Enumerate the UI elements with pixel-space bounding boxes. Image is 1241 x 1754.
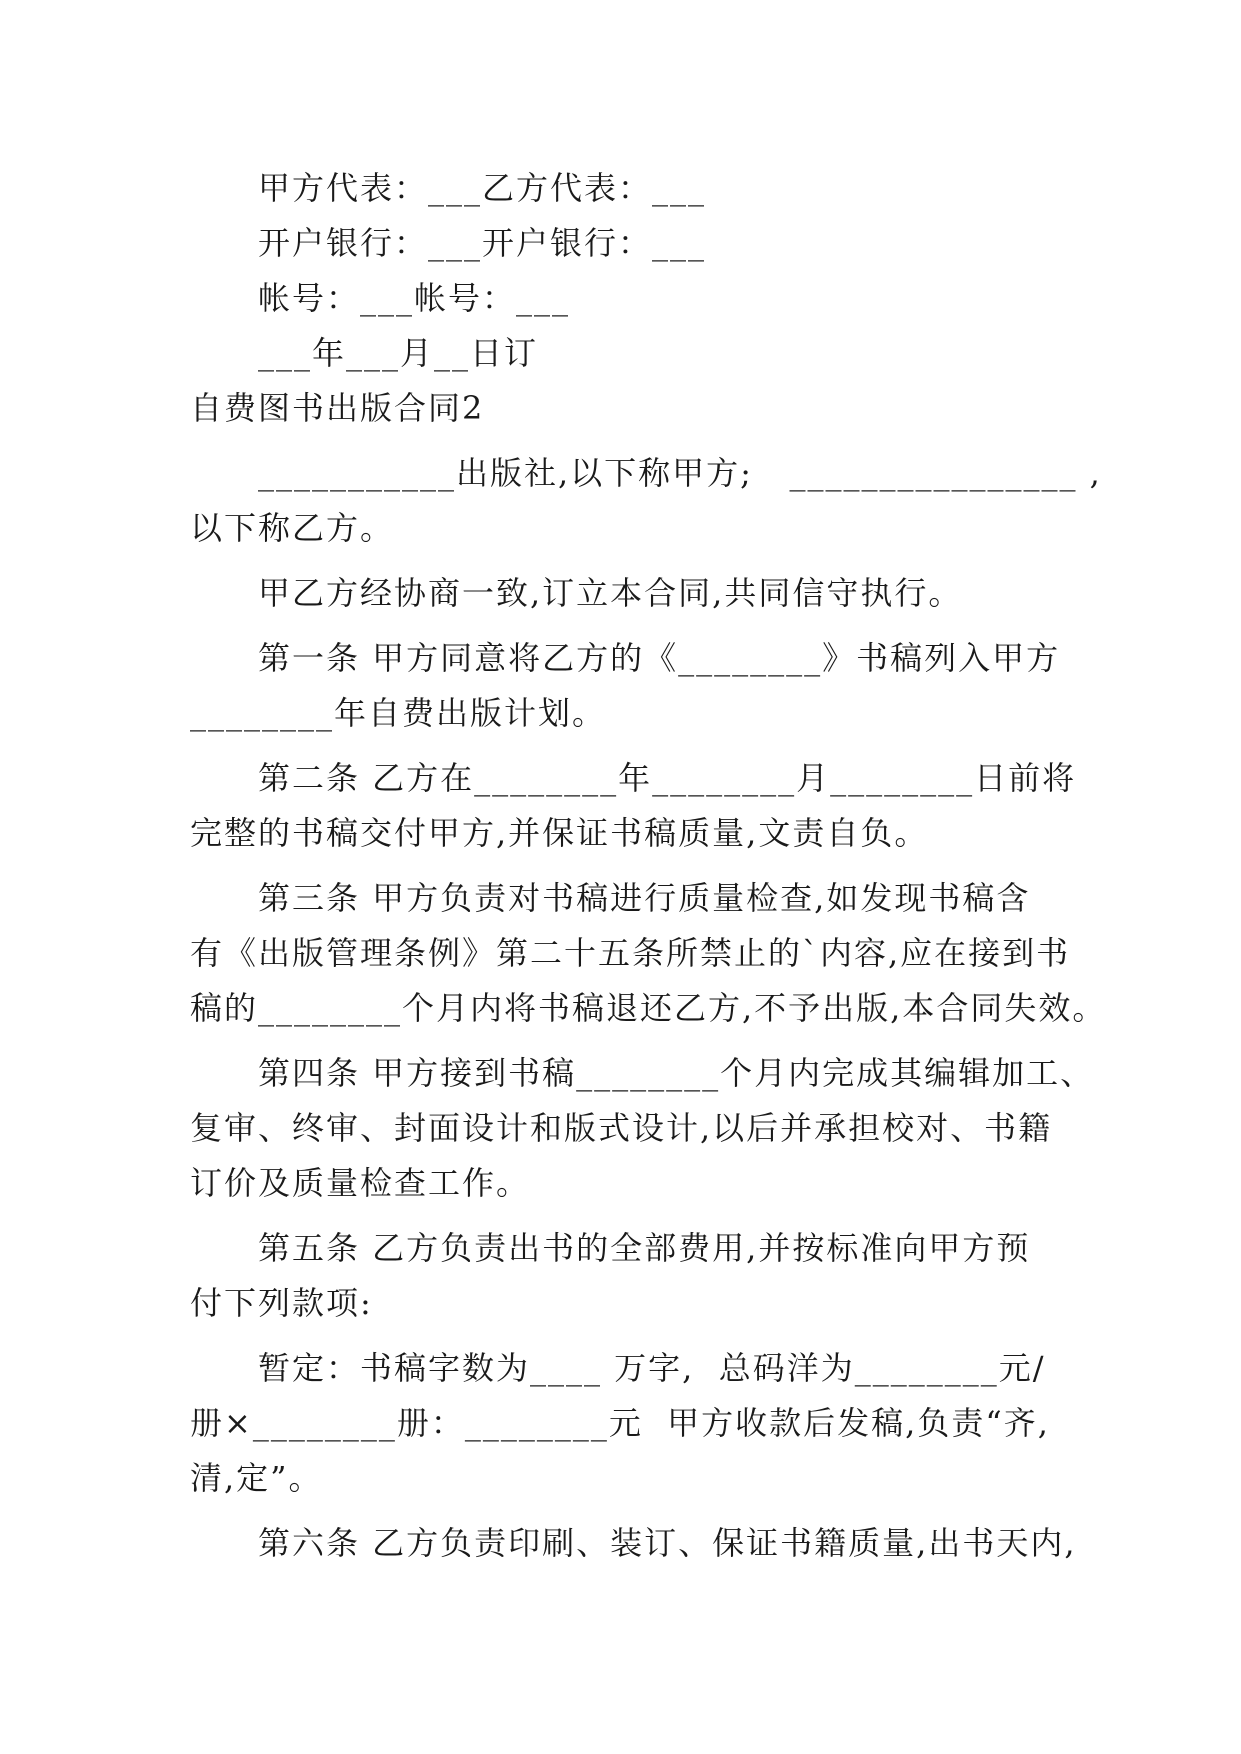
article-3-line-2: 有《出版管理条例》第二十五条所禁止的`内容,应在接到书 [190, 934, 1071, 972]
fee-line-2: 册×________册：________元 甲方收款后发稿,负责“齐, [190, 1404, 1050, 1442]
article-4-line-3: 订价及质量检查工作。 [190, 1164, 531, 1202]
article-2-line-2: 完整的书稿交付甲方,并保证书稿质量,文责自负。 [190, 814, 929, 852]
parties-intro-line-2: 以下称乙方。 [190, 509, 395, 547]
bank-line: 开户银行：___开户银行：___ [258, 224, 707, 262]
fee-line-1: 暂定：书稿字数为____ 万字, 总码洋为________元/ [258, 1349, 1046, 1387]
party-representatives-line: 甲方代表：___乙方代表：___ [258, 169, 707, 207]
article-4-line-1: 第四条 甲方接到书稿________个月内完成其编辑加工、 [258, 1054, 1095, 1092]
article-1-line-1: 第一条 甲方同意将乙方的《________》书稿列入甲方 [258, 639, 1061, 677]
article-5-line-2: 付下列款项: [190, 1284, 373, 1322]
account-line: 帐号：___帐号：___ [258, 279, 571, 317]
article-2-line-1: 第二条 乙方在________年________月________日前将 [258, 759, 1077, 797]
article-3-line-3: 稿的________个月内将书稿退还乙方,不予出版,本合同失效。 [190, 989, 1107, 1027]
article-3-line-1: 第三条 甲方负责对书稿进行质量检查,如发现书稿含 [258, 879, 1031, 917]
article-5-line-1: 第五条 乙方负责出书的全部费用,并按标准向甲方预 [258, 1229, 1031, 1267]
fee-line-3: 清,定”。 [190, 1459, 323, 1497]
date-signed-line: ___年___月__日订 [258, 334, 539, 372]
agreement-statement: 甲乙方经协商一致,订立本合同,共同信守执行。 [258, 574, 963, 612]
parties-intro-line-1: ___________出版社,以下称甲方; ________________ , [258, 454, 1102, 492]
article-6-line-1: 第六条 乙方负责印刷、装订、保证书籍质量,出书天内, [258, 1524, 1077, 1562]
contract-title: 自费图书出版合同2 [190, 389, 485, 427]
article-1-line-2: ________年自费出版计划。 [190, 694, 607, 732]
article-4-line-2: 复审、终审、封面设计和版式设计,以后并承担校对、书籍 [190, 1109, 1053, 1147]
